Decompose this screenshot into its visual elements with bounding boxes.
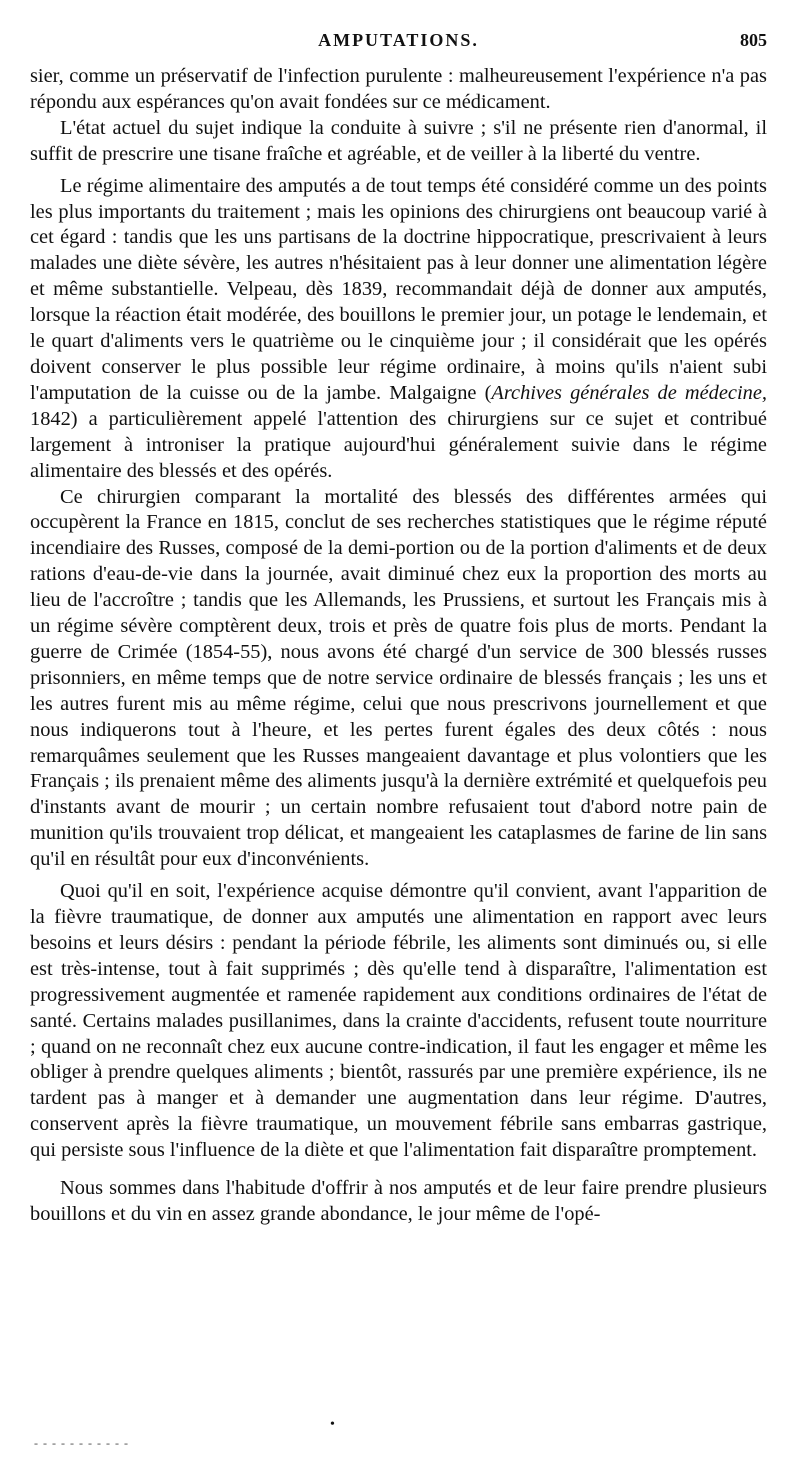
paragraph-text: sier, comme un préservatif de l'infection purulente : malheureusement l'expérience n'a pas répondu aux espérances qu'on avait fondées sur ce médicament. bbox=[30, 65, 767, 113]
footer-rule: - - - - - - - - - - - bbox=[34, 1436, 129, 1450]
paragraph bbox=[30, 174, 767, 485]
paragraph-text: Nous sommes dans l'habitude d'offrir à nos amputés et de leur faire prendre plusieurs bouillons et du vin en assez grande abondance, le jour même de l'opé- bbox=[30, 1177, 767, 1225]
paragraph-text: Quoi qu'il en soit, l'expérience acquise démontre qu'il convient, avant l'apparition de la fièvre traumatique, de donner aux amputés une alimentation en rapport avec leurs besoins et leurs désirs : pendant la période fébrile, les aliments sont diminués ou, si elle est très-intense, tout à fait supprimés ; dès qu'elle tend à disparaître, l'alimentation est progressivement augmentée et ramenée rapidement aux conditions ordinaires de l'état de santé. Certains malades pusillanimes, dans la crainte d'accidents, refusent toute nourriture ; quand on ne reconnaît chez eux aucune contre-indication, il faut les engager et même les obliger à prendre quelques aliments ; bientôt, rassurés par une première expérience, ils ne tardent pas à manger et à demander une augmentation dans leur régime. D'autres, conservent après la fièvre traumatique, un mouvement fébrile sans embarras gastrique, qui persiste sous l'influence de la diète et que l'alimentation fait disparaître promptement. bbox=[30, 880, 767, 1162]
journal-title: Archives générales de médecine, bbox=[491, 381, 767, 404]
body-text bbox=[30, 64, 767, 1228]
paragraph bbox=[30, 64, 767, 116]
page-header bbox=[30, 30, 767, 58]
paragraph-text: Ce chirurgien comparant la mortalité des blessés des différentes armées qui occupèrent la France en 1815, conclut de ses recherches statistiques que le régime réputé incendiaire des Russes, composé de la demi-portion ou de la portion d'aliments et de deux rations d'eau-de-vie dans la journée, avait diminué chez eux la proportion des morts au lieu de l'accroître ; tandis que les Allemands, les Prussiens, et surtout les Français mis à un régime sévère comptèrent deux, trois et près de quatre fois plus de morts. Pendant la guerre de Crimée (1854-55), nous avons été chargé d'un service de 300 blessés russes prisonniers, en même temps que de notre service ordinaire de blessés français ; les uns et les autres furent mis au même régime, celui que nous prescrivons journellement et que nous indiquerons tout à l'heure, et les pertes furent égales des deux côtés : nous remarquâmes seulement que les Russes mangeaient davantage et plus volontiers que les Français ; ils prenaient même des aliments jusqu'à la dernière extrémité et quelquefois peu d'instants avant de mourir ; un certain nombre refusaient tout d'abord notre pain de munition qu'ils trouvaient trop délicat, et mangeaient les cataplasmes de farine de lin sans qu'il en résultât pour eux d'inconvénients. bbox=[30, 485, 767, 871]
paragraph-text: Le régime alimentaire des amputés a de tout temps été considéré comme un des points les plus importants du traitement ; mais les opinions des chirurgiens ont beaucoup varié à cet égard : tandis que les uns partisans de la doctrine hippocratique, prescrivaient à leurs malades une diète sévère, les autres n'hésitaient pas à leur donner une alimentation légère et même substantielle. Velpeau, dès 1839, recommandait déjà de donner aux amputés, lorsque la réaction était modérée, des bouillons le premier jour, un potage le lendemain, et le quart d'aliments vers le quatrième ou le cinquième jour ; il considérait que les opérés doivent conserver le plus possible leur régime ordinaire, à moins qu'ils n'aient subi l'amputation de la cuisse ou de la jambe. Malgaigne ( bbox=[30, 174, 767, 404]
paragraph bbox=[30, 879, 767, 1164]
paragraph-text: L'état actuel du sujet indique la conduite à suivre ; s'il ne présente rien d'anormal, il suffit de prescrire une tisane fraîche et agréable, et de veiller à la liberté du ventre. bbox=[30, 116, 767, 165]
paragraph-text: 1842) a particulièrement appelé l'attention des chirurgiens sur ce sujet et contribué largement à introniser la pratique aujourd'hui généralement suivie dans le régime alimentaire des blessés et des opérés. bbox=[30, 407, 767, 482]
page-number: 805 bbox=[740, 30, 767, 50]
paragraph bbox=[30, 1176, 767, 1228]
paragraph bbox=[30, 485, 767, 874]
paragraph bbox=[30, 116, 767, 168]
running-title: AMPUTATIONS. bbox=[318, 30, 479, 50]
stray-mark: • bbox=[330, 1417, 335, 1432]
